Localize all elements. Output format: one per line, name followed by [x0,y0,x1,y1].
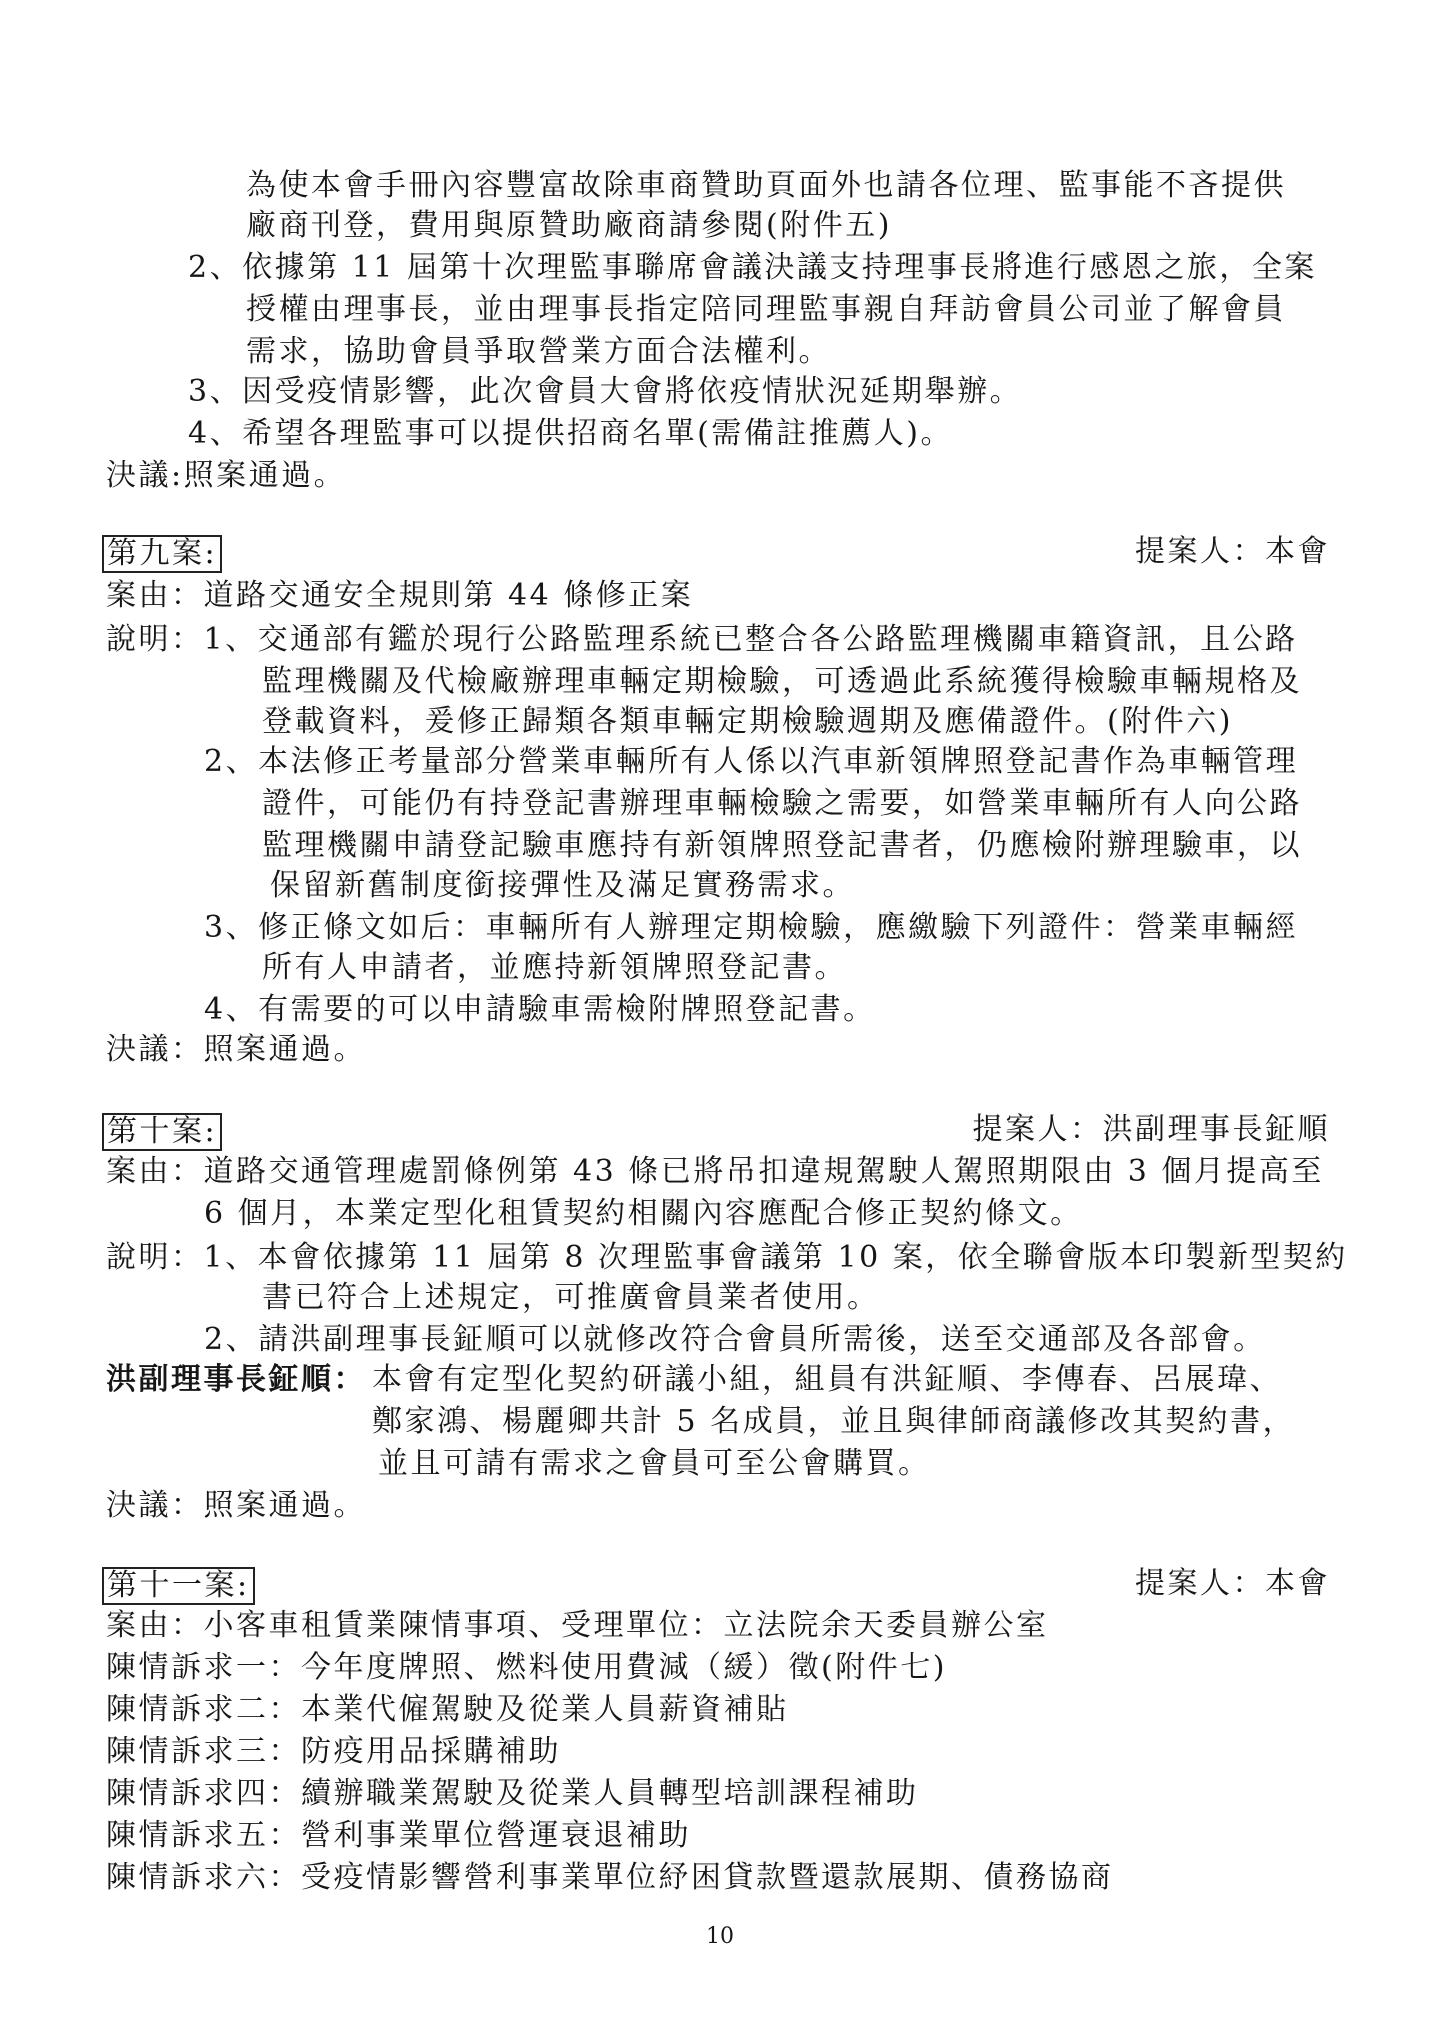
petition-item: 陳情訴求六：受疫情影響營利事業單位紓困貸款暨還款展期、債務協商 [106,1860,1114,1895]
item10-desc1-line1: 說明：1、本會依據第 11 屆第 8 次理監事會議第 10 案，依全聯會版本印製新型契約 [106,1240,1348,1275]
item9-heading-box: 第九案: [102,535,222,573]
item10-speaker: 洪副理事長鉦順： [106,1362,366,1397]
item10-desc2: 2、請洪副理事長鉦順可以就修改符合會員所需後，送至交通部及各部會。 [204,1322,1266,1357]
item11-heading [102,1566,255,1606]
item10-speech-line3: 並且可請有需求之會員可至公會購買。 [378,1446,931,1481]
item10-cause-line1: 案由：道路交通管理處罰條例第 43 條已將吊扣違規駕駛人駕照期限由 3 個月提高至 [106,1154,1324,1189]
item9-desc2-line1: 2、本法修正考量部分營業車輛所有人係以汽車新領牌照登記書作為車輛管理 [204,744,1299,779]
item9-desc1-line3: 登載資料，爰修正歸類各類車輛定期檢驗週期及應備證件。(附件六) [262,704,1233,739]
petition-item: 陳情訴求三：防疫用品採購補助 [106,1734,561,1769]
item8-point2-line1: 2、依據第 11 屆第十次理監事聯席會議決議支持理事長將進行感恩之旅，全案 [188,250,1317,285]
item9-desc1-line2: 監理機關及代檢廠辦理車輛定期檢驗，可透過此系統獲得檢驗車輛規格及 [262,664,1302,699]
item9-cause: 案由：道路交通安全規則第 44 條修正案 [106,578,694,613]
item8-point2-line3: 需求，協助會員爭取營業方面合法權利。 [246,334,831,369]
item9-desc2-line4: 保留新舊制度銜接彈性及滿足實務需求。 [270,868,855,903]
petition-item: 陳情訴求一：今年度牌照、燃料使用費減（緩）徵(附件七) [106,1650,947,1685]
item11-cause: 案由：小客車租賃業陳情事項、受理單位：立法院余天委員辦公室 [106,1608,1049,1643]
petition-item: 陳情訴求二：本業代僱駕駛及從業人員薪資補貼 [106,1692,789,1727]
page-number: 10 [706,1924,734,1949]
item10-cause-line2: 6 個月，本業定型化租賃契約相關內容應配合修正契約條文。 [204,1196,1083,1231]
item10-heading [102,1112,222,1152]
item8-point3: 3、因受疫情影響，此次會員大會將依疫情狀況延期舉辦。 [188,374,1023,409]
petition-item: 陳情訴求五：營利事業單位營運衰退補助 [106,1818,691,1853]
item9-desc2-line3: 監理機關申請登記驗車應持有新領牌照登記書者，仍應檢附辦理驗車，以 [262,828,1302,863]
item8-line1: 為使本會手冊內容豐富故除車商贊助頁面外也請各位理、監事能不吝提供 [246,168,1286,203]
item9-heading [102,534,222,574]
item10-heading-box: 第十案: [102,1113,222,1151]
item9-proposer: 提案人：本會 [1135,534,1330,569]
item9-desc3-line2: 所有人申請者，並應持新領牌照登記書。 [262,950,847,985]
item8-point2-line2: 授權由理事長，並由理事長指定陪同理監事親自拜訪會員公司並了解會員 [246,292,1286,327]
petition-item: 陳情訴求四：續辦職業駕駛及從業人員轉型培訓課程補助 [106,1776,919,1811]
item11-heading-box: 第十一案: [102,1567,255,1605]
item10-resolution: 決議：照案通過。 [106,1488,366,1523]
item11-proposer: 提案人：本會 [1135,1566,1330,1601]
item8-point4: 4、希望各理監事可以提供招商名單(需備註推薦人)。 [188,416,953,451]
item10-speech-line2: 鄭家鴻、楊麗卿共計 5 名成員，並且與律師商議修改其契約書， [372,1404,1296,1439]
item9-desc4: 4、有需要的可以申請驗車需檢附牌照登記書。 [204,992,876,1027]
item10-speech-line1: 本會有定型化契約研議小組，組員有洪鉦順、李傳春、呂展瑋、 [372,1362,1282,1397]
item9-desc3-line1: 3、修正條文如后：車輛所有人辦理定期檢驗，應繳驗下列證件：營業車輛經 [204,910,1299,945]
item10-proposer: 提案人：洪副理事長鉦順 [972,1112,1330,1147]
item8-resolution: 決議:照案通過。 [106,458,347,493]
item9-desc1-line1: 說明：1、交通部有鑑於現行公路監理系統已整合各公路監理機關車籍資訊，且公路 [106,622,1298,657]
item10-desc1-line2: 書已符合上述規定，可推廣會員業者使用。 [262,1280,880,1315]
item8-line2: 廠商刊登，費用與原贊助廠商請參閱(附件五) [246,208,892,243]
item9-resolution: 決議：照案通過。 [106,1032,366,1067]
item9-desc2-line2: 證件，可能仍有持登記書辦理車輛檢驗之需要，如營業車輛所有人向公路 [262,786,1302,821]
